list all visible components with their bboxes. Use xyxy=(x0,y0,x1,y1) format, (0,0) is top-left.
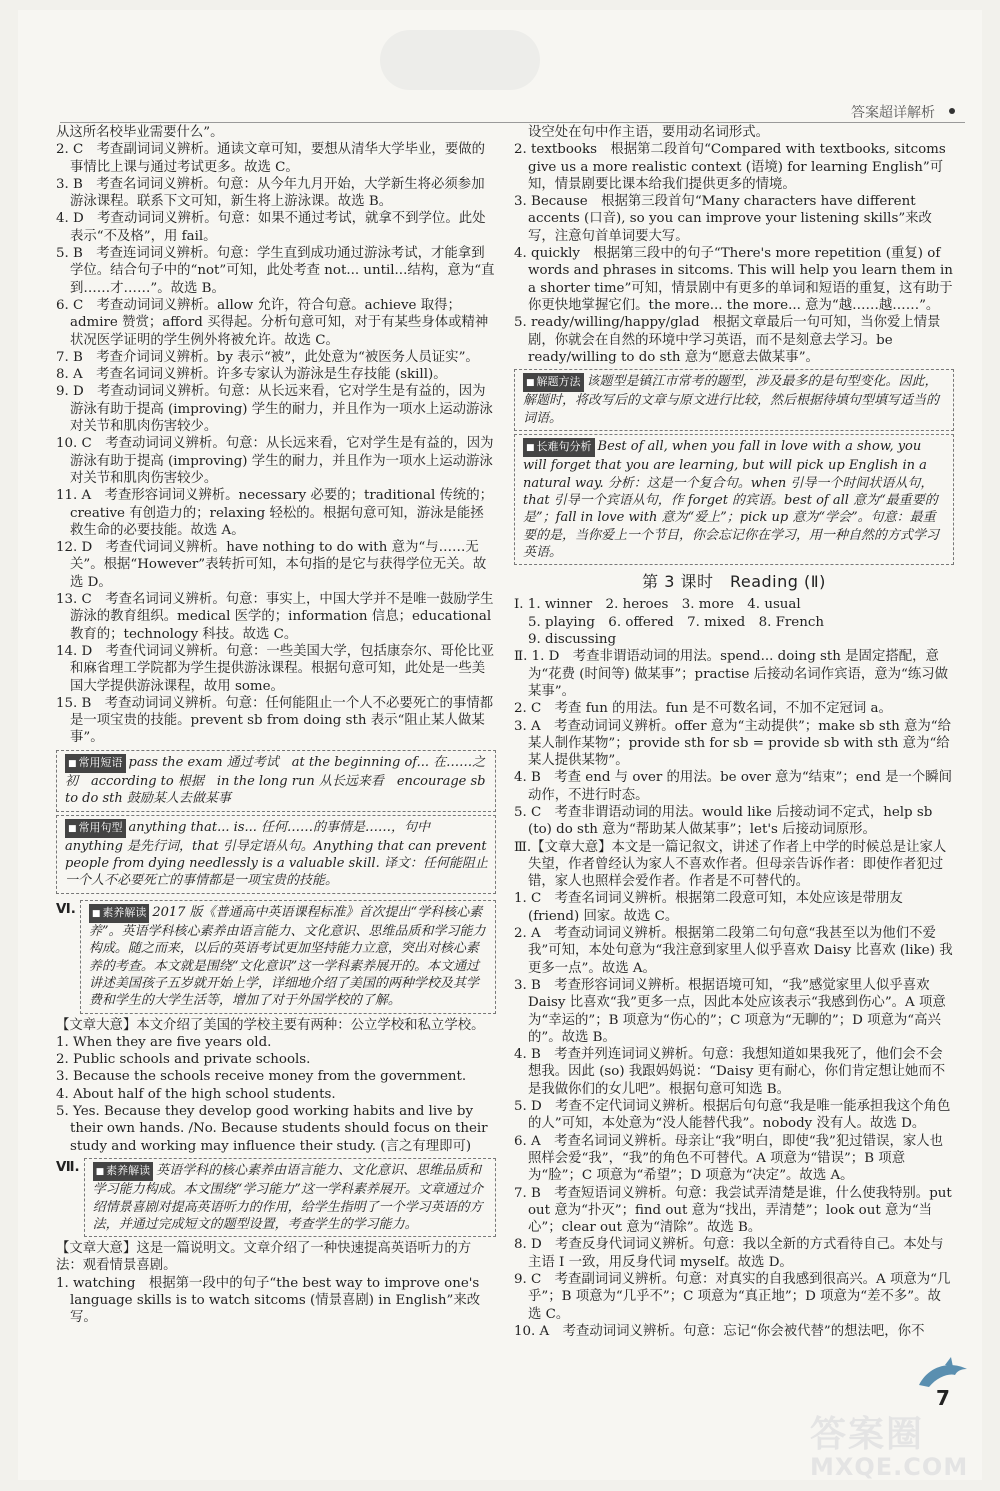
note-box-wrapper xyxy=(56,897,496,1017)
answer-paragraph: 3. Because the schools receive money from the government. xyxy=(56,1069,467,1085)
section-label: Ⅵ. xyxy=(56,901,76,917)
answer-paragraph: 9. C 考查副词词义辨析。句意：对真实的自我感到很高兴。A 项意为“几乎”；B 项意为“几乎不”；C 项意为“真正地”；D 项意为“差不多”。故选 C。 xyxy=(514,1272,951,1322)
left-column xyxy=(56,124,496,1327)
answer-paragraph: 5. playing 6. offered 7. mixed 8. French xyxy=(528,614,824,630)
answer-paragraph: 1. C 考查名词词义辨析。根据第二段意可知，本处应该是带朋友 (friend) 回家。故选 C。 xyxy=(514,891,903,924)
answer-paragraph: 5. Yes. Because they develop good working habits and live by their own hands. /No. Because students should focus on their study and working may influence their study. (言之有理即可) xyxy=(56,1104,488,1154)
answer-paragraph: 2. C 考查副词词义辨析。通读文章可知，要想从清华大学毕业，要做的事情比上课与通过考试更多。故选 C。 xyxy=(56,142,485,175)
answer-paragraph: 12. D 考查代词词义辨析。have nothing to do with 意为“与……无关”。根据“However”表转折可知，本句指的是它与获得学位无关。故选 D。 xyxy=(56,540,487,590)
answer-paragraph: 2. textbooks 根据第二段首句“Compared with textbooks, sitcoms give us a more realistic context (语境) for learning English”可知，情景剧要比课本给我们提供更多的情境。 xyxy=(514,142,946,192)
note-box xyxy=(56,750,496,812)
answer-paragraph: 1. watching 根据第一段中的句子“the best way to improve one's language skills is to watch sitcoms (情景喜剧) in English”来改写。 xyxy=(56,1275,481,1326)
answer-paragraph: 14. D 考查代词词义辨析。句意：一些美国大学，包括康奈尔、哥伦比亚和麻省理工学院都为学生提供游泳课程。根据句意可知，此处是一些美国大学提供游泳课程，故用 some。 xyxy=(56,643,495,694)
answer-paragraph: 15. B 考查动词词义辨析。句意：任何能阻止一个人不必要死亡的事情都是一项宝贵的技能。prevent sb from doing sth 表示“阻止某人做某事”。 xyxy=(56,695,494,746)
note-box-wrapper xyxy=(514,434,954,565)
answer-paragraph: 6. A 考查名词词义辨析。母亲让“我”明白，即使“我”犯过错误，家人也照样会爱“我”，“我”的角色不可替代。A 项意为“错误”；B 项意为“脸”；C 项意为“希望”；D 项意为“决定”。故选 A。 xyxy=(514,1133,944,1184)
answer-paragraph: 4. B 考查 end 与 over 的用法。be over 意为“结束”；end 是一个瞬间动作，不进行时态。 xyxy=(514,770,953,803)
answer-paragraph: 【文章大意】这是一篇说明文。文章介绍了一种快速提高英语听力的方法：观看情景喜剧。 xyxy=(56,1241,472,1274)
answer-paragraph: 4. D 考查动词词义辨析。句意：如果不通过考试，就拿不到学位。此处表示“不及格”，用 fail。 xyxy=(56,211,486,244)
answer-paragraph: 3. Because 根据第三段首句“Many characters have different accents (口音), so you can improve your listening skills”来改写，注意句首单词要大写。 xyxy=(514,194,932,244)
running-header xyxy=(60,105,965,123)
section-label: Ⅶ. xyxy=(56,1159,80,1175)
note-box-wrapper xyxy=(56,1155,496,1240)
right-column xyxy=(514,124,954,1340)
answer-paragraph: 3. B 考查名词词义辨析。句意：从今年九月开始，大学新生将必须参加游泳课程。联系下文可知，新生将上游泳课。故选 B。 xyxy=(56,176,485,210)
answer-paragraph: 4. B 考查并列连词词义辨析。句意：我想知道如果我死了，他们会不会想我。因此 (so) 我跟妈妈说：“Daisy 更有耐心，你们肯定想让她而不是我做你们的女儿吧”。根据句意可知选 B。 xyxy=(514,1047,946,1097)
answer-paragraph: 2. Public schools and private schools. xyxy=(56,1052,311,1068)
note-text: pass the exam 通过考试 at the beginning of... 在……之初 according to 根据 in the long run 从长远来看 encourage sb to do sth 鼓励某人去做某事 xyxy=(65,754,486,807)
note-tag: ■ 长难句分析 xyxy=(523,438,595,457)
answer-paragraph: 11. A 考查形容词词义辨析。necessary 必要的；traditional 传统的；creative 有创造力的；relaxing 轻松的。根据句意可知，游泳是能拯救生命的必要技能。故选 A。 xyxy=(56,488,494,538)
note-tag: ■ 素养解读 xyxy=(89,904,150,923)
answer-paragraph: Ⅲ.【文章大意】本文是一篇记叙文，讲述了作者上中学的时候总是让家人失望，作者曾经认为家人不喜欢作者。但母亲告诉作者：即使作者犯过错，家人也照样会爱作者。作者是不可替代的。 xyxy=(514,839,947,890)
note-text: Best of all, when you fall in love with a show, you will forget that you are learning, but will pick up English in a natural way. 分析：这是一个复合句。when 引导一个时间状语从句，that 引导一个宾语从句，作 forget 的宾语。best of all 意为“最重要的是”；fall in love with 意为“爱上”；pick up 意为“学会”。句意：最重要的是，当你爱上一个节目，你会忘记你在学习，用一种自然的方式学习英语。 xyxy=(523,439,940,560)
note-tag: ■ 素养解读 xyxy=(93,1162,154,1181)
answer-paragraph: 【文章大意】本文介绍了美国的学校主要有两种：公立学校和私立学校。 xyxy=(56,1017,485,1033)
answer-paragraph: 10. C 考查动词词义辨析。句意：从长远来看，它对学生是有益的，因为游泳有助于提高 (improving) 学生的耐力，并且作为一项水上运动游泳对关节和肌肉伤害较少。 xyxy=(56,436,494,486)
answer-paragraph: 3. B 考查形容词词义辨析。根据语境可知，“我”感觉家里人似乎喜欢 Daisy 比喜欢“我”更多一点，因此本处应该表示“我感到伤心”。A 项意为“幸运的”；B 项意为“伤心的”；C 项意为“无聊的”；D 项意为“高兴的”。故选 B。 xyxy=(514,977,946,1045)
blurred-stamp xyxy=(380,30,540,90)
watermark-line2: MXQE.COM xyxy=(810,1453,969,1481)
answer-paragraph: 5. D 考查不定代词词义辨析。根据后句句意“我是唯一能承担我这个角色的人”可知，本处意为“没人能替代我”。nobody 没有人。故选 D。 xyxy=(514,1099,951,1132)
answer-paragraph: Ⅰ. 1. winner 2. heroes 3. more 4. usual xyxy=(514,597,801,613)
running-title: 答案超详解析 xyxy=(851,105,935,121)
note-tag: ■ 解题方法 xyxy=(523,373,584,392)
note-box xyxy=(84,1158,496,1237)
answer-paragraph: 3. A 考查动词词义辨析。offer 意为“主动提供”；make sb sth 意为“给某人制作某物”；provide sth for sb = provide sb with sth 意为“给某人提供某物”。 xyxy=(514,718,952,769)
note-box xyxy=(514,369,954,431)
note-text: 该题型是镇江市常考的题型，涉及最多的是句型变化。因此，解题时，将改写后的文章与原文进行比较，然后根据待填句型填写适当的词语。 xyxy=(523,374,940,426)
note-text: anything that... is... 任何……的事情是……，句中 anything 是先行词，that 引导定语从句。Anything that can prevent people from dying needlessly is a valuable skill. 译文：任何能阻止一个人不必要死亡的事情都是一项宝贵的技能。 xyxy=(65,819,488,889)
answer-paragraph: 9. D 考查动词词义辨析。句意：从长远来看，它对学生是有益的，因为游泳有助于提高 (improving) 学生的耐力，并且作为一项水上运动游泳对关节和肌肉伤害较少。 xyxy=(56,384,493,435)
answer-paragraph: 13. C 考查名词词义辨析。句意：事实上，中国大学并不是唯一鼓励学生游泳的教育组织。medical 医学的；information 信息；educational 教育的；technology 科技。故选 C。 xyxy=(56,592,494,642)
answer-paragraph: 2. C 考查 fun 的用法。fun 是不可数名词，不加不定冠词 a。 xyxy=(514,701,892,717)
answer-paragraph: 10. A 考查动词词义辨析。句意：忘记“你会被代替”的想法吧，你不 xyxy=(514,1323,925,1339)
note-text: 2017 版《普通高中英语课程标准》首次提出“学科核心素养”。英语学科核心素养由语言能力、文化意识、思维品质和学习能力构成。随之而来，以后的英语考试更加坚持能力立意，突出对核心素养的考查。本文就是围绕“文化意识”这一学科素养展开的。本文通过讲述美国孩子五岁就开始上学，详细地介绍了美国的两种学校及其学费和学生的大学生活等，增加了对于外国学校的了解。 xyxy=(88,904,486,1009)
answer-paragraph: 4. About half of the high school students. xyxy=(56,1086,336,1102)
header-dot-icon xyxy=(949,108,955,114)
lesson-title: 第 3 课时 Reading (Ⅱ) xyxy=(642,572,826,592)
watermark-line1: 答案圈 xyxy=(810,1414,925,1455)
answer-paragraph: 2. A 考查动词词义辨析。根据第二段第二句句意“我甚至以为他们不爱我”可知，本处句意为“我注意到家里人似乎喜欢 Daisy 比喜欢 (like) 我更多一点”。故选 A。 xyxy=(514,926,953,976)
note-box xyxy=(514,434,954,565)
answer-paragraph: 5. ready/willing/happy/glad 根据文章最后一句可知，当你爱上情景剧，你就会在自然的环境中学习英语，而不是刻意去学习。be ready/willing to do sth 意为“愿意去做某事”。 xyxy=(514,315,941,365)
answer-paragraph: 7. B 考查介词词义辨析。by 表示“被”，此处意为“被医务人员证实”。 xyxy=(56,349,479,365)
answer-paragraph: 7. B 考查短语词义辨析。句意：我尝试弄清楚是谁，什么使我特别。put out 意为“扑灭”；find out 意为“找出，弄清楚”；look out 意为“当心”；clear out 意为“清除”。故选 B。 xyxy=(514,1185,952,1236)
answer-paragraph: 6. C 考查动词词义辨析。allow 允许，符合句意。achieve 取得；admire 赞赏；afford 买得起。分析句意可知，对于有某些身体或精神状况医学证明的学生例外将被允许。故选 C。 xyxy=(56,297,489,348)
note-box xyxy=(56,815,496,894)
page-number: 7 xyxy=(936,1386,950,1410)
answer-paragraph: 设空处在句中作主语，要用动名词形式。 xyxy=(528,125,770,140)
note-box-wrapper xyxy=(514,369,954,431)
answer-paragraph: 5. C 考查非谓语动词的用法。would like 后接动词不定式，help sb (to) do sth 意为“帮助某人做某事”；let's 后接动词原形。 xyxy=(514,804,933,838)
answer-paragraph: 4. quickly 根据第三段中的句子“There's more repetition (重复) of words and phrases in sitcoms. This will help you learn them in a shorter time”可知，情景剧中有更多的单词和短语的重复，这有助于你更快地掌握它们。the more... the more... 意为“越……越……”。 xyxy=(514,246,953,313)
note-text: 英语学科的核心素养由语言能力、文化意识、思维品质和学习能力构成。本文围绕“学习能力”这一学科素养展开。文章通过介绍情景喜剧对提高英语听力的作用，给学生指明了一个学习英语的方法，并通过完成短文的题型设置，考查学生的学习能力。 xyxy=(92,1162,483,1232)
note-tag: ■ 常用句型 xyxy=(65,819,126,838)
answer-paragraph: 5. B 考查连词词义辨析。句意：学生直到成功通过游泳考试，才能拿到学位。结合句子中的“not”可知，此处考查 not... until...结构，意为“直到……才……”。故选 B。 xyxy=(56,246,495,296)
answer-paragraph: 从这所名校毕业需要什么”。 xyxy=(56,125,224,140)
note-box-wrapper xyxy=(56,750,496,812)
answer-paragraph: 8. D 考查反身代词词义辨析。句意：我以全新的方式看待自己。本处与主语 I 一致，用反身代词 myself。故选 D。 xyxy=(514,1237,944,1270)
answer-paragraph: 9. discussing xyxy=(528,632,617,648)
note-tag: ■ 常用短语 xyxy=(65,754,126,773)
answer-paragraph: Ⅱ. 1. D 考查非谓语动词的用法。spend... doing sth 是固定搭配，意为“花费 (时间等) 做某事”；practise 后接动名词作宾语，意为“练习做某事”。 xyxy=(514,649,949,699)
note-box xyxy=(80,900,496,1014)
note-box-wrapper xyxy=(56,815,496,894)
answer-paragraph: 1. When they are five years old. xyxy=(56,1034,272,1050)
watermark xyxy=(810,1406,968,1481)
answer-paragraph: 8. A 考查名词词义辨析。许多专家认为游泳是生存技能 (skill)。 xyxy=(56,367,447,383)
